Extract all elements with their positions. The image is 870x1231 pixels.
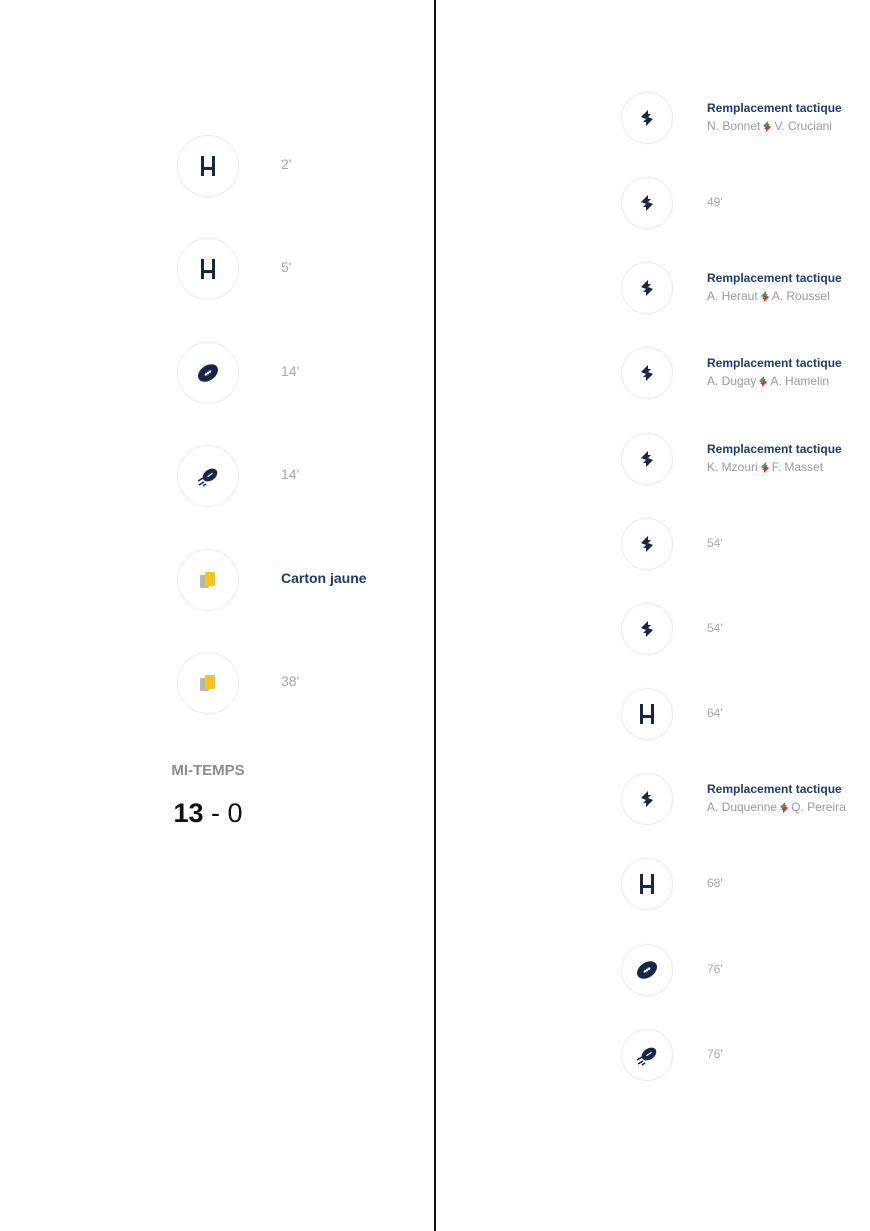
rugby-ball-icon	[635, 958, 659, 982]
player-out: A. Heraut	[707, 289, 758, 303]
event-minute: 54'	[707, 536, 723, 550]
event-icon-circle	[177, 652, 239, 714]
goalposts-icon	[198, 155, 218, 177]
event-minute: 5'	[281, 259, 292, 275]
substitution-icon	[637, 278, 657, 298]
home-score: 13	[173, 798, 204, 828]
substitution-icon	[637, 193, 657, 213]
event-substitution-players	[707, 460, 823, 474]
event-icon-circle	[621, 347, 673, 399]
event-icon-circle	[177, 238, 239, 300]
substitution-arrow-icon	[762, 121, 772, 132]
event-substitution-players	[707, 289, 830, 303]
substitution-icon	[637, 534, 657, 554]
score-separator: -	[211, 798, 220, 828]
substitution-arrow-icon	[779, 802, 789, 813]
goalposts-icon	[637, 703, 657, 725]
event-minute: 38'	[281, 673, 300, 689]
event-substitution-players	[707, 119, 832, 133]
substitution-icon	[637, 108, 657, 128]
event-icon-circle	[621, 1029, 673, 1081]
substitution-icon	[637, 789, 657, 809]
kicked-ball-icon	[196, 464, 220, 488]
substitution-icon	[637, 619, 657, 639]
event-icon-circle	[177, 445, 239, 507]
event-substitution-players	[707, 374, 829, 388]
event-minute: 54'	[707, 621, 723, 635]
event-icon-circle	[621, 262, 673, 314]
substitution-arrow-icon	[758, 376, 768, 387]
event-minute: 76'	[707, 962, 723, 976]
event-icon-circle	[621, 177, 673, 229]
player-in: A. Roussel	[771, 289, 830, 303]
kicked-ball-icon	[635, 1043, 659, 1067]
player-out: A. Duquenne	[707, 800, 778, 814]
event-minute: 14'	[281, 363, 300, 379]
goalposts-icon	[198, 258, 218, 280]
event-icon-circle	[621, 858, 673, 910]
rugby-ball-icon	[196, 361, 220, 385]
yellow-card-icon	[197, 569, 219, 591]
player-in: Q. Pereira	[791, 800, 846, 814]
event-label: Carton jaune	[281, 570, 367, 586]
event-minute: 64'	[707, 706, 723, 720]
event-substitution-players	[707, 800, 846, 814]
player-in: V. Cruciani	[774, 119, 832, 133]
substitution-arrow-icon	[760, 462, 770, 473]
event-minute: 2'	[281, 156, 292, 172]
event-icon-circle	[621, 433, 673, 485]
halftime-title: MI-TEMPS	[171, 762, 245, 779]
event-icon-circle	[177, 342, 239, 404]
player-out: A. Dugay	[707, 374, 757, 388]
player-out: K. Mzouri	[707, 460, 758, 474]
timeline-divider	[434, 0, 436, 1231]
substitution-arrow-icon	[760, 291, 770, 302]
player-in: F. Masset	[771, 460, 824, 474]
event-minute: 76'	[707, 1047, 723, 1061]
away-score: 0	[227, 798, 243, 828]
event-icon-circle	[621, 92, 673, 144]
event-label: Remplacement tactique	[707, 442, 842, 456]
event-label: Remplacement tactique	[707, 271, 842, 285]
player-out: N. Bonnet	[707, 119, 761, 133]
event-minute: 68'	[707, 876, 723, 890]
yellow-card-icon	[197, 672, 219, 694]
event-icon-circle	[621, 688, 673, 740]
substitution-icon	[637, 449, 657, 469]
goalposts-icon	[637, 873, 657, 895]
event-icon-circle	[621, 773, 673, 825]
event-minute: 14'	[281, 466, 300, 482]
substitution-icon	[637, 363, 657, 383]
event-icon-circle	[177, 549, 239, 611]
event-label: Remplacement tactique	[707, 101, 842, 115]
event-icon-circle	[177, 135, 239, 197]
event-icon-circle	[621, 603, 673, 655]
event-label: Remplacement tactique	[707, 356, 842, 370]
event-label: Remplacement tactique	[707, 782, 842, 796]
halftime-score	[140, 798, 276, 829]
event-icon-circle	[621, 944, 673, 996]
player-in: A. Hamelin	[770, 374, 830, 388]
event-icon-circle	[621, 518, 673, 570]
event-minute: 49'	[707, 195, 723, 209]
